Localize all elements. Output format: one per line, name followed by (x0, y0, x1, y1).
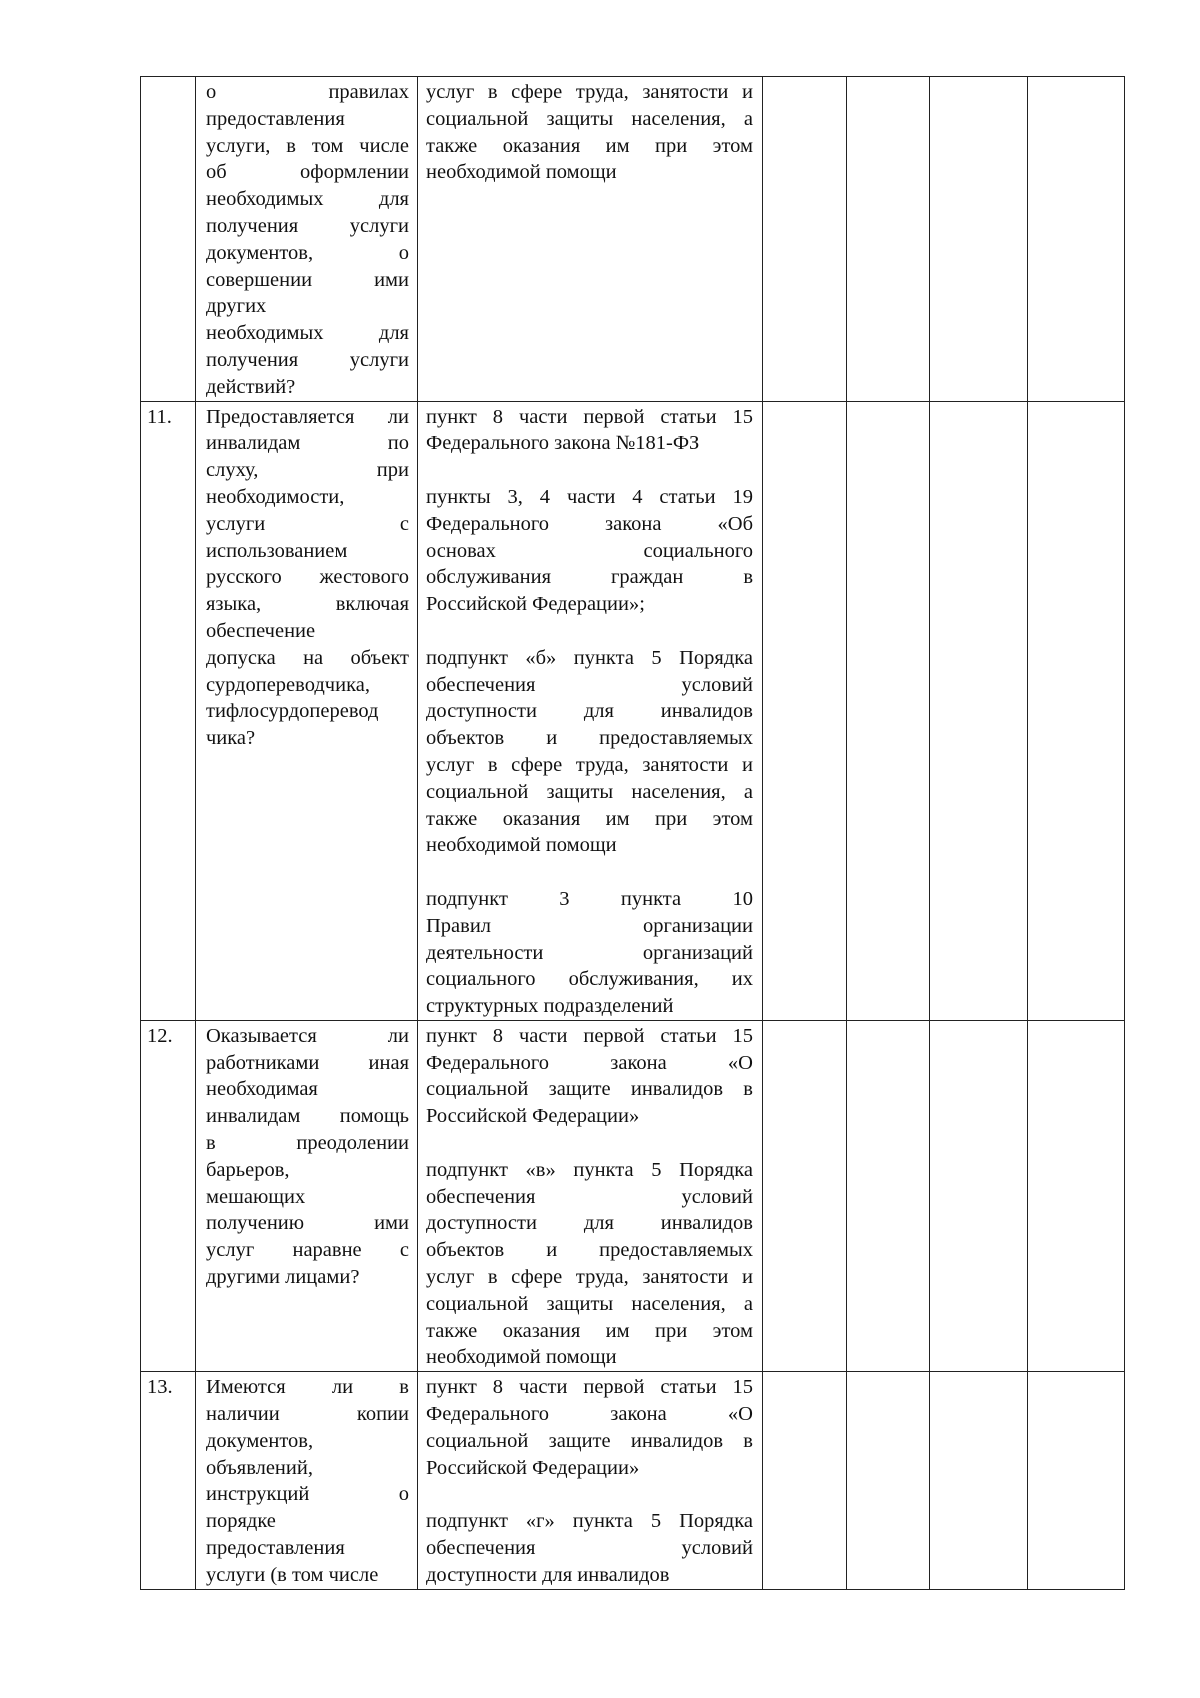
legal-basis-line: Российской Федерации»; (426, 593, 645, 616)
legal-basis-line: пункт 8 части первой статьи 15 (426, 1024, 753, 1047)
question-line: другими лицами? (206, 1266, 360, 1289)
legal-basis-line: необходимой помощи (426, 1346, 617, 1369)
table-row (141, 77, 1125, 402)
empty-cell-1 (763, 1020, 847, 1371)
legal-basis-line: Федерального закона №181-ФЗ (426, 432, 700, 455)
question-line: использованием (206, 539, 348, 562)
empty-cell-1 (763, 1372, 847, 1589)
legal-basis-line: Федерального закона «Об (426, 512, 753, 535)
legal-basis-line: услуг в сфере труда, занятости и (426, 1266, 753, 1289)
legal-basis-cell (418, 77, 763, 402)
empty-cell-2 (847, 1020, 930, 1371)
row-number-cell (141, 1020, 196, 1371)
legal-basis-line: объектов и предоставляемых (426, 727, 753, 750)
legal-basis-paragraph (426, 1374, 753, 1481)
legal-basis-line: также оказания им при этом (426, 134, 753, 157)
question-line: обеспечение (206, 619, 316, 642)
question-line: необходимых для (206, 188, 409, 211)
legal-basis-line: социального обслуживания, их (426, 968, 753, 991)
question-line: Предоставляется ли (206, 405, 409, 428)
question-line: слуху, при (206, 459, 409, 482)
legal-basis-line: доступности для инвалидов (426, 700, 753, 723)
table-row (141, 1372, 1125, 1589)
question-line: услуги (в том числе (206, 1563, 379, 1586)
legal-basis-line: Федерального закона «О (426, 1403, 753, 1426)
question-line: получения услуги (206, 214, 409, 237)
question-line: получению ими (206, 1212, 409, 1235)
question-line: документов, (206, 1429, 314, 1452)
row-number (141, 77, 195, 79)
legal-basis-paragraph (426, 484, 753, 618)
legal-basis-line: Российской Федерации» (426, 1105, 640, 1128)
legal-basis-line: подпункт 3 пункта 10 (426, 887, 753, 910)
empty-cell-3 (930, 1372, 1028, 1589)
empty-cell-2 (847, 1372, 930, 1589)
table-row (141, 401, 1125, 1020)
legal-basis-line: обеспечения условий (426, 1537, 753, 1560)
legal-basis-line: Российской Федерации» (426, 1456, 640, 1479)
legal-basis-line: Правил организации (426, 914, 753, 937)
legal-basis-paragraph (426, 1157, 753, 1371)
legal-basis-line: основах социального (426, 539, 753, 562)
legal-basis-line: пункт 8 части первой статьи 15 (426, 405, 753, 428)
question-line: русского жестового (206, 566, 409, 589)
empty-cell-4 (1028, 77, 1125, 402)
legal-basis-paragraph (426, 1023, 753, 1130)
empty-cell-3 (930, 401, 1028, 1020)
row-number-cell (141, 1372, 196, 1589)
legal-basis-line: доступности для инвалидов (426, 1212, 753, 1235)
legal-basis-line: также оказания им при этом (426, 1319, 753, 1342)
legal-basis-line: социальной защиты населения, а (426, 780, 753, 803)
legal-basis-line: подпункт «г» пункта 5 Порядка (426, 1510, 753, 1533)
row-number: 13. (147, 1376, 173, 1399)
question-line: инвалидам по (206, 432, 409, 455)
question-line: о правилах (206, 81, 409, 103)
question-cell (196, 77, 418, 402)
question-line: предоставления (206, 1537, 345, 1560)
question-line: предоставления (206, 107, 345, 130)
empty-cell-1 (763, 77, 847, 402)
question-line: языка, включая (206, 593, 409, 616)
row-number-cell (141, 401, 196, 1020)
question-line: объявлений, (206, 1456, 313, 1479)
empty-cell-3 (930, 1020, 1028, 1371)
question-line: об оформлении (206, 161, 409, 184)
question-line: барьеров, (206, 1158, 290, 1181)
question-line: Оказывается ли (206, 1024, 409, 1047)
question-line: чика? (206, 727, 256, 750)
legal-basis-paragraph (426, 645, 753, 859)
legal-basis-line: услуг в сфере труда, занятости и (426, 753, 753, 776)
empty-cell-2 (847, 401, 930, 1020)
legal-basis-line: социальной защите инвалидов в (426, 1429, 753, 1452)
legal-basis-paragraph (426, 1508, 753, 1588)
empty-cell-1 (763, 401, 847, 1020)
question-line: услуг наравне с (206, 1239, 409, 1262)
question-line: инструкций о (206, 1483, 409, 1506)
legal-basis-line: социальной защиты населения, а (426, 107, 753, 130)
checklist-table (140, 76, 1125, 1590)
row-number-cell (141, 77, 196, 402)
question-line: Имеются ли в (206, 1376, 409, 1399)
legal-basis-line: подпункт «в» пункта 5 Порядка (426, 1158, 753, 1181)
legal-basis-line: социальной защите инвалидов в (426, 1078, 753, 1101)
legal-basis-paragraph (426, 79, 753, 186)
legal-basis-line: социальной защиты населения, а (426, 1292, 753, 1315)
row-number: 12. (147, 1024, 173, 1047)
legal-basis-cell (418, 1372, 763, 1589)
legal-basis-line: необходимой помощи (426, 161, 617, 184)
empty-cell-3 (930, 77, 1028, 402)
legal-basis-paragraph (426, 886, 753, 1020)
legal-basis-cell (418, 1020, 763, 1371)
legal-basis-line: пункт 8 части первой статьи 15 (426, 1376, 753, 1399)
legal-basis-line: объектов и предоставляемых (426, 1239, 753, 1262)
question-line: сурдопереводчика, (206, 673, 370, 696)
legal-basis-line: Федерального закона «О (426, 1051, 753, 1074)
legal-basis-line: структурных подразделений (426, 995, 674, 1018)
empty-cell-2 (847, 77, 930, 402)
empty-cell-4 (1028, 1020, 1125, 1371)
question-line: услуги с (206, 512, 409, 535)
question-line: необходимая (206, 1078, 318, 1101)
question-line: работниками иная (206, 1051, 409, 1074)
question-line: услуги, в том числе (206, 134, 409, 157)
legal-basis-line: необходимой помощи (426, 834, 617, 857)
legal-basis-line: подпункт «б» пункта 5 Порядка (426, 646, 753, 669)
legal-basis-line: пункты 3, 4 части 4 статьи 19 (426, 485, 753, 508)
question-line: тифлосурдоперевод (206, 700, 379, 723)
empty-cell-4 (1028, 401, 1125, 1020)
table-row (141, 1020, 1125, 1371)
question-line: необходимых для (206, 322, 409, 345)
legal-basis-line: обслуживания граждан в (426, 566, 753, 589)
question-line: наличии копии (206, 1403, 409, 1426)
question-line: в преодолении (206, 1132, 409, 1155)
legal-basis-paragraph (426, 404, 753, 458)
checklist-table-body (141, 77, 1125, 1590)
question-cell (196, 1372, 418, 1589)
legal-basis-line: деятельности организаций (426, 941, 753, 964)
legal-basis-line: доступности для инвалидов (426, 1563, 670, 1586)
question-cell (196, 401, 418, 1020)
question-line: получения услуги (206, 348, 409, 371)
question-line: допуска на объект (206, 646, 409, 669)
legal-basis-cell (418, 401, 763, 1020)
question-cell (196, 1020, 418, 1371)
question-line: документов, о (206, 241, 409, 264)
row-number: 11. (147, 405, 172, 428)
legal-basis-line: обеспечения условий (426, 673, 753, 696)
legal-basis-line: также оказания им при этом (426, 807, 753, 830)
question-line: порядке (206, 1510, 276, 1533)
legal-basis-line: услуг в сфере труда, занятости и (426, 81, 753, 103)
question-line: инвалидам помощь (206, 1105, 409, 1128)
question-line: необходимости, (206, 485, 345, 508)
question-line: совершении ими (206, 268, 409, 291)
question-line: мешающих (206, 1185, 306, 1208)
question-line: действий? (206, 375, 296, 398)
question-line: других (206, 295, 267, 318)
legal-basis-line: обеспечения условий (426, 1185, 753, 1208)
empty-cell-4 (1028, 1372, 1125, 1589)
